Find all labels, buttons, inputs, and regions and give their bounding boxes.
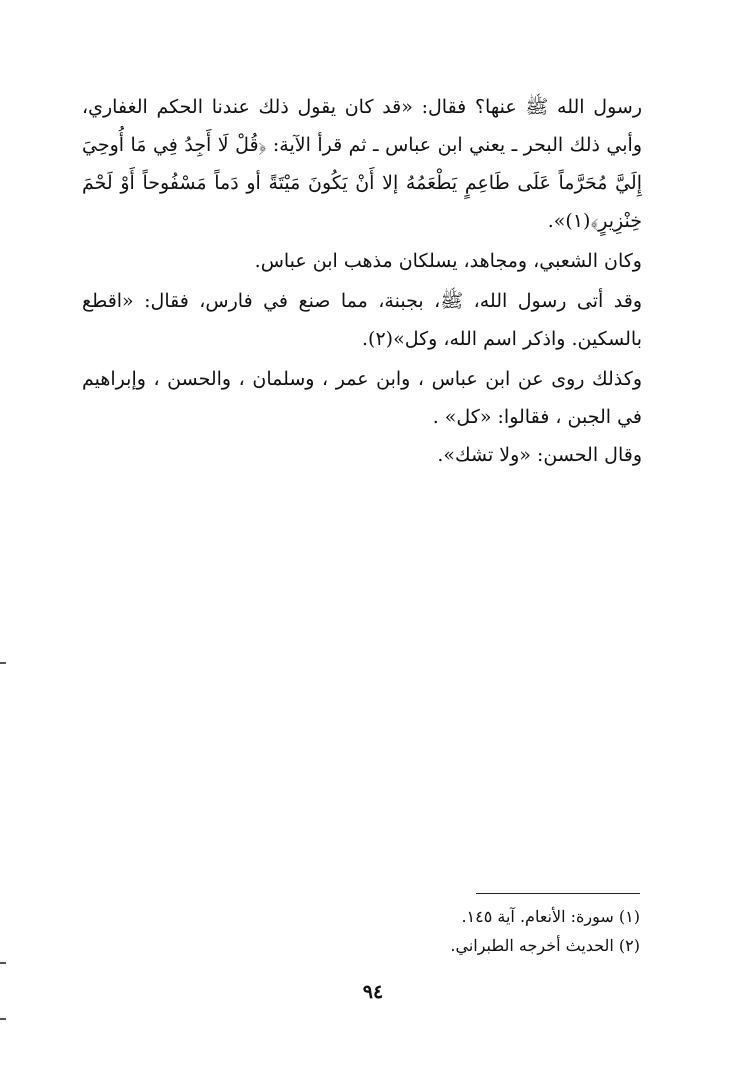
scan-edge-mark <box>0 962 6 964</box>
paragraph-1: رسول الله ﷺ عنها؟ فقال: «قد كان يقول ذلك عندنا الحكم الغفاري، وأبي ذلك البحر ـ يعني ابن عباس ـ ثم قرأ الآية: ﴿قُلْ لَا أَجِدُ فِي مَا أُوحِيَ إِلَيَّ مُحَرَّماً عَلَى طَاعِمٍ يَطْعَمُهُ إلا أَنْ يَكُونَ مَيْتَةً أو دَماً مَسْفُوحاً أَوْ لَحْمَ خِنْزِيرٍ﴾(١)». <box>82 96 642 232</box>
scan-edge-mark <box>0 662 6 664</box>
page-number: ٩٤ <box>362 981 384 1003</box>
footnote-separator <box>476 893 640 894</box>
footnotes <box>300 902 640 960</box>
paragraph-3: وقد أتى رسول الله، ﷺ، بجبنة، مما صنع في فارس، فقال: «اقطع بالسكين. واذكر اسم الله، وكل»(٢). <box>82 290 642 350</box>
scan-edge-mark <box>0 1018 6 1020</box>
main-text <box>82 88 642 474</box>
paragraph-4: وكذلك روى عن ابن عباس ، وابن عمر ، وسلمان ، والحسن ، وإبراهيم في الجبن ، فقالوا: «كل» . <box>82 368 642 428</box>
paragraph-2: وكان الشعبي، ومجاهد، يسلكان مذهب ابن عباس. <box>254 250 642 272</box>
footnote-1: (١) سورة: الأنعام. آية ١٤٥. <box>461 907 640 926</box>
paragraph-5: وقال الحسن: «ولا تشك». <box>437 444 642 466</box>
footnote-2: (٢) الحديث أخرجه الطبراني. <box>450 936 640 955</box>
